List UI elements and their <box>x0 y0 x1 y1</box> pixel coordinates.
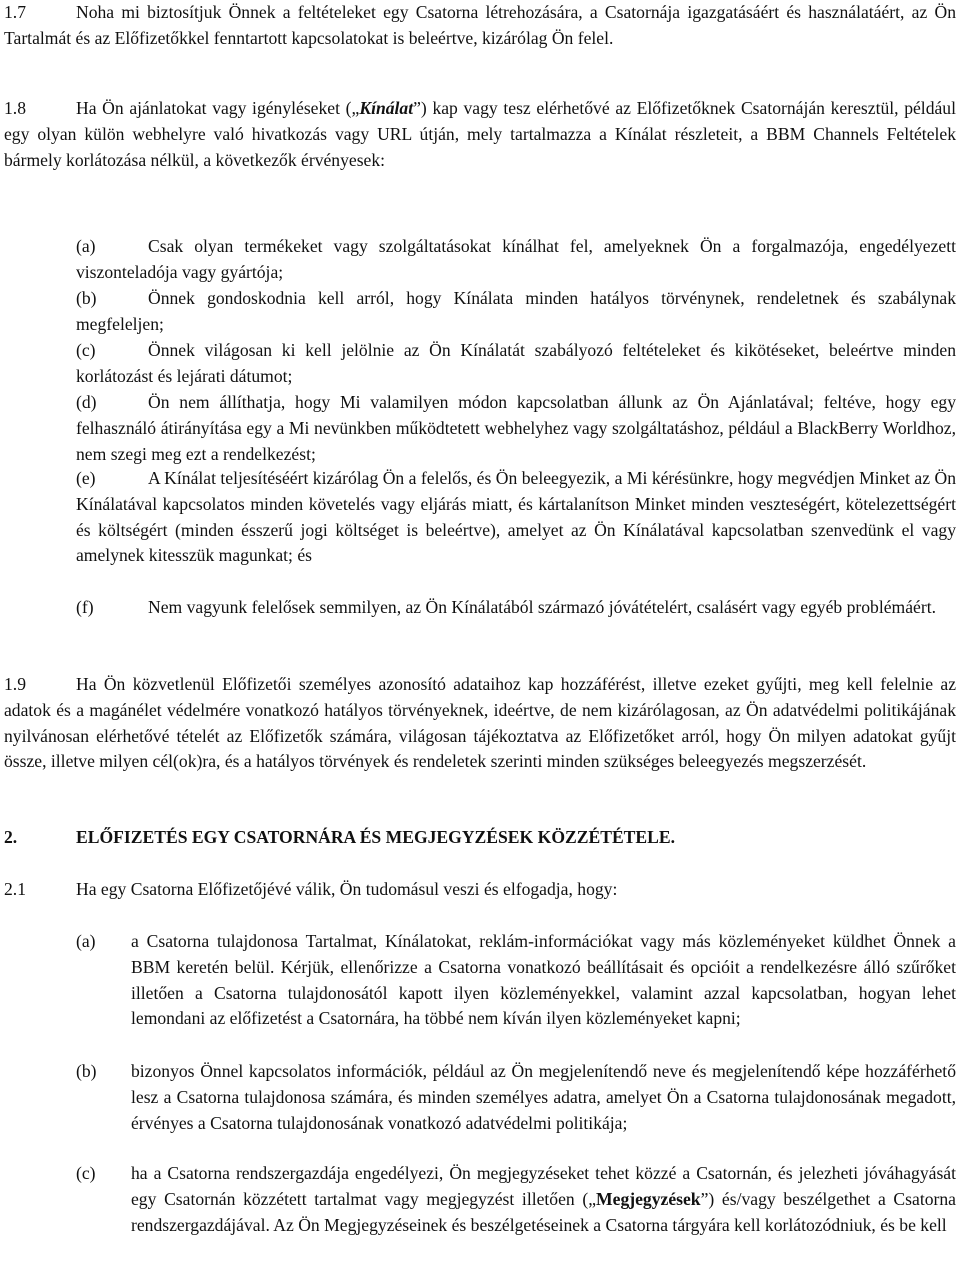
item-label: (c) <box>76 340 96 360</box>
section-number: 2. <box>4 827 18 847</box>
item-label: (d) <box>76 392 97 412</box>
clause-text-part: ”) kap vagy tesz elérhetővé az Előfizetőknek Csatornáján keresztül, például egy olyan külön webhelyre való hivatkozás vagy URL útján, mely tartalmazza a Kínálat részleteit, a BBM Channels Feltételek bármely korlátozása nélkül, a következők érvényesek: <box>4 98 956 170</box>
clause-number: 1.8 <box>4 98 26 118</box>
clause-number: 2.1 <box>4 879 26 899</box>
list-item <box>76 338 956 390</box>
item-label: (f) <box>76 597 94 617</box>
list-item <box>76 390 956 467</box>
item-text: a Csatorna tulajdonosa Tartalmat, Kínálatokat, reklám-információkat vagy más közleményeket küldhet Önnek a BBM keretén belül. Kérjük, ellenőrizze a Csatorna vonatkozó beállításait és opcióit a rendelkezésre álló szűrőket illetően a Csatorna tulajdonosától kapott ilyen közleményekkel, valamint azzal kapcsolatban, hogyan lehet lemondani az előfizetést a Csatornára, ha többé nem kíván ilyen közleményeket kapni; <box>131 931 956 1029</box>
item-text: Ön nem állíthatja, hogy Mi valamilyen módon kapcsolatban állunk az Ön Ajánlatával; feltéve, hogy egy felhasználó átirányítása egy a Mi nevünkben működtetett webhelyhez vagy szolgáltatáshoz, például a BlackBerry Worldhoz, nem szegi meg ezt a rendelkezést; <box>76 392 956 464</box>
clause-1-8 <box>4 96 956 173</box>
defined-term: Kínálat <box>359 98 414 118</box>
clause-text: Ha egy Csatorna Előfizetőjévé válik, Ön tudomásul veszi és elfogadja, hogy: <box>76 879 618 899</box>
clause-text-part: Ha Ön ajánlatokat vagy igényléseket („ <box>76 98 360 118</box>
item-text: Önnek világosan ki kell jelölnie az Ön Kínálatát szabályozó feltételeket és kikötéseket, beleértve minden korlátozást és lejárati dátumot; <box>76 340 956 386</box>
item-label: (a) <box>76 931 96 951</box>
clause-1-9 <box>4 672 956 775</box>
item-text <box>131 1161 956 1238</box>
item-label: (b) <box>76 1061 97 1081</box>
item-text: Nem vagyunk felelősek semmilyen, az Ön Kínálatából származó jóvátételért, csalásért vagy egyéb problémáért. <box>148 597 936 617</box>
list-item <box>76 286 956 338</box>
list-item <box>76 1059 956 1136</box>
defined-term: Megjegyzések <box>596 1188 701 1209</box>
item-label: (e) <box>76 468 96 488</box>
item-label: (a) <box>76 236 96 256</box>
section-heading <box>4 825 675 851</box>
item-text: Önnek gondoskodnia kell arról, hogy Kínálata minden hatályos törvénynek, rendeletnek és szabálynak megfeleljen; <box>76 288 956 334</box>
list-item <box>76 466 956 569</box>
item-text: Csak olyan termékeket vagy szolgáltatásokat kínálhat fel, amelyeknek Ön a forgalmazója, engedélyezett viszonteladója vagy gyártója; <box>76 236 956 282</box>
item-label: (c) <box>76 1163 96 1183</box>
list-item <box>76 595 956 621</box>
item-text: bizonyos Önnel kapcsolatos információk, például az Ön megjelenítendő neve és megjelenítendő képe hozzáférhető lesz a Csatorna tulajdonosa számára, és minden személyes adatra, amelyet Ön a Csatorna tulajdonosának megadott, érvényes a Csatorna tulajdonosának vonatkozó adatvédelmi politikája; <box>131 1061 956 1133</box>
list-item <box>76 929 956 1032</box>
list-item <box>76 234 956 286</box>
item-text-part: ”) és/vagy beszélgethet a Csatorna rendszergazdájával. Az Ön Megjegyzéseinek és beszélgetéseinek a Csatorna tárgyára kell korlátozódniuk, és be kell <box>131 1188 956 1235</box>
clause-number: 1.7 <box>4 2 26 22</box>
clause-text: Noha mi biztosítjuk Önnek a feltételeket egy Csatorna létrehozására, a Csatornája igazgatásáért és használatáért, az Ön Tartalmát és az Előfizetőkkel fenntartott kapcsolatokat is beleértve, kizárólag Ön felel. <box>4 2 956 48</box>
clause-1-7 <box>4 0 956 52</box>
clause-number: 1.9 <box>4 674 26 694</box>
clause-2-1 <box>4 877 956 903</box>
list-item <box>76 1161 956 1238</box>
section-title: ELŐFIZETÉS EGY CSATORNÁRA ÉS MEGJEGYZÉSEK KÖZZÉTÉTELE. <box>76 827 676 847</box>
item-text: A Kínálat teljesítéséért kizárólag Ön a felelős, és Ön beleegyezik, a Mi kérésünkre, hogy megvédjen Minket az Ön Kínálatával kapcsolatos minden követelés vagy eljárás miatt, és kártalanítson Minket minden veszteségért, kötelezettségért és költségért (minden ésszerű jogi költséget is beleértve), amelyet az Ön Kínálatával kapcsolatban szenvedünk el vagy amelynek kitesszük magunkat; és <box>76 468 956 566</box>
item-text-part: ha a Csatorna rendszergazdája engedélyezi, Ön megjegyzéseket tehet közzé a Csatornán, és jelezheti jóváhagyását egy Csatornán közzétett tartalmat vagy megjegyzést illetően („ <box>131 1163 956 1209</box>
clause-text: Ha Ön közvetlenül Előfizetői személyes azonosító adataihoz kap hozzáférést, illetve ezeket gyűjti, meg kell felelnie az adatok és a magánélet védelmére vonatkozó hatályos törvényeknek, ideértve, de nem kizárólagosan, az Ön adatvédelmi politikájának nyilvánosan elérhetővé tételét az Előfizetők számára, világosan tájékoztatva az Előfizetőket arról, hogy Ön milyen adatokat gyűjt össze, illetve milyen cél(ok)ra, és a hatályos törvények és rendeletek szerinti minden szükséges beleegyezés megszerzését. <box>4 674 956 772</box>
item-label: (b) <box>76 288 97 308</box>
